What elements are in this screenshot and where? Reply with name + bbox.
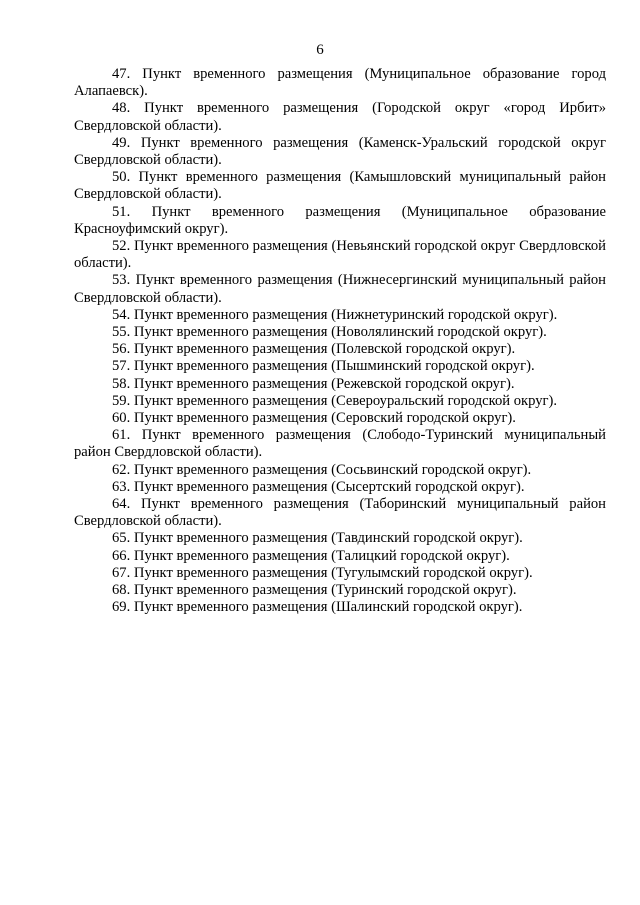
item-number: 57. [112,358,131,375]
item-number: 68. [112,582,131,599]
item-number: 56. [112,341,131,358]
item-text: Пункт временного размещения (Нижнетуринский городской округ). [133,306,558,323]
list-item [74,582,606,599]
list-item [74,410,606,427]
list-item [74,530,606,547]
list-item [74,427,606,461]
item-number: 66. [112,547,131,564]
item-number: 64. [112,496,131,513]
item-number: 63. [112,478,131,495]
item-text: Пункт временного размещения (Режевской городской округ). [133,375,515,392]
item-number: 62. [112,461,131,478]
item-number: 55. [112,324,131,341]
item-text: Пункт временного размещения (Муниципальное образование город Алапаевск). [74,66,607,100]
item-text: Пункт временного размещения (Сосьвинский городской округ). [133,461,532,478]
list-item [74,599,606,616]
item-text: Пункт временного размещения (Камышловский муниципальный район Свердловской области). [74,169,606,203]
list-item [74,479,606,496]
item-number: 51. [112,203,131,220]
list-item [74,376,606,393]
item-text: Пункт временного размещения (Нижнесергинский муниципальный район Свердловской области). [74,272,606,306]
list-item [74,341,606,358]
item-number: 58. [112,375,131,392]
list-item [74,238,606,272]
item-number: 52. [112,238,131,255]
item-number: 67. [112,564,131,581]
item-number: 65. [112,530,131,547]
item-number: 53. [112,272,131,289]
item-text: Пункт временного размещения (Тугулымский городской округ). [133,564,533,581]
item-text: Пункт временного размещения (Шалинский городской округ). [133,599,523,616]
item-text: Пункт временного размещения (Каменск-Уральский городской округ Свердловской области). [74,134,606,169]
list-item [74,272,606,306]
item-text: Пункт временного размещения (Сысертский городской округ). [133,478,525,495]
list-item [74,462,606,479]
item-text: Пункт временного размещения (Тавдинский городской округ). [133,530,523,547]
list-item [74,307,606,324]
item-number: 60. [112,410,131,427]
item-number: 59. [112,392,131,409]
item-number: 61. [112,427,131,444]
list-item [74,358,606,375]
list-item [74,565,606,582]
item-text: Пункт временного размещения (Полевской городской округ). [133,341,516,358]
item-text: Пункт временного размещения (Туринский городской округ). [133,582,517,599]
page-number: 6 [316,42,324,58]
item-number: 49. [112,134,131,151]
list-item [74,100,606,134]
list-item [74,393,606,410]
item-text: Пункт временного размещения (Невьянский городской округ Свердловской области). [74,238,606,272]
item-number: 69. [112,599,131,616]
item-text: Пункт временного размещения (Талицкий городской округ). [133,547,510,564]
list-item [74,496,606,530]
item-text: Пункт временного размещения (Муниципальное образование Красноуфимский округ). [74,203,606,237]
item-text: Пункт временного размещения (Таборинский муниципальный район Свердловской области). [74,496,606,530]
item-number: 48. [112,100,131,117]
item-number: 54. [112,306,131,323]
item-text: Пункт временного размещения (Слободо-Туринский муниципальный район Свердловской области). [74,427,606,461]
list-item [74,548,606,565]
item-text: Пункт временного размещения (Городской округ «город Ирбит» Свердловской области). [74,100,606,134]
item-text: Пункт временного размещения (Североуральский городской округ). [133,392,558,409]
item-text: Пункт временного размещения (Новолялинский городской округ). [133,324,547,341]
item-number: 47. [112,66,131,82]
list-item [74,204,606,238]
item-list [74,66,606,617]
list-item [74,135,606,169]
item-text: Пункт временного размещения (Пышминский городской округ). [133,358,535,375]
item-text: Пункт временного размещения (Серовский городской округ). [133,410,516,427]
list-item [74,169,606,203]
list-item [74,66,606,100]
item-number: 50. [112,169,131,186]
list-item [74,324,606,341]
